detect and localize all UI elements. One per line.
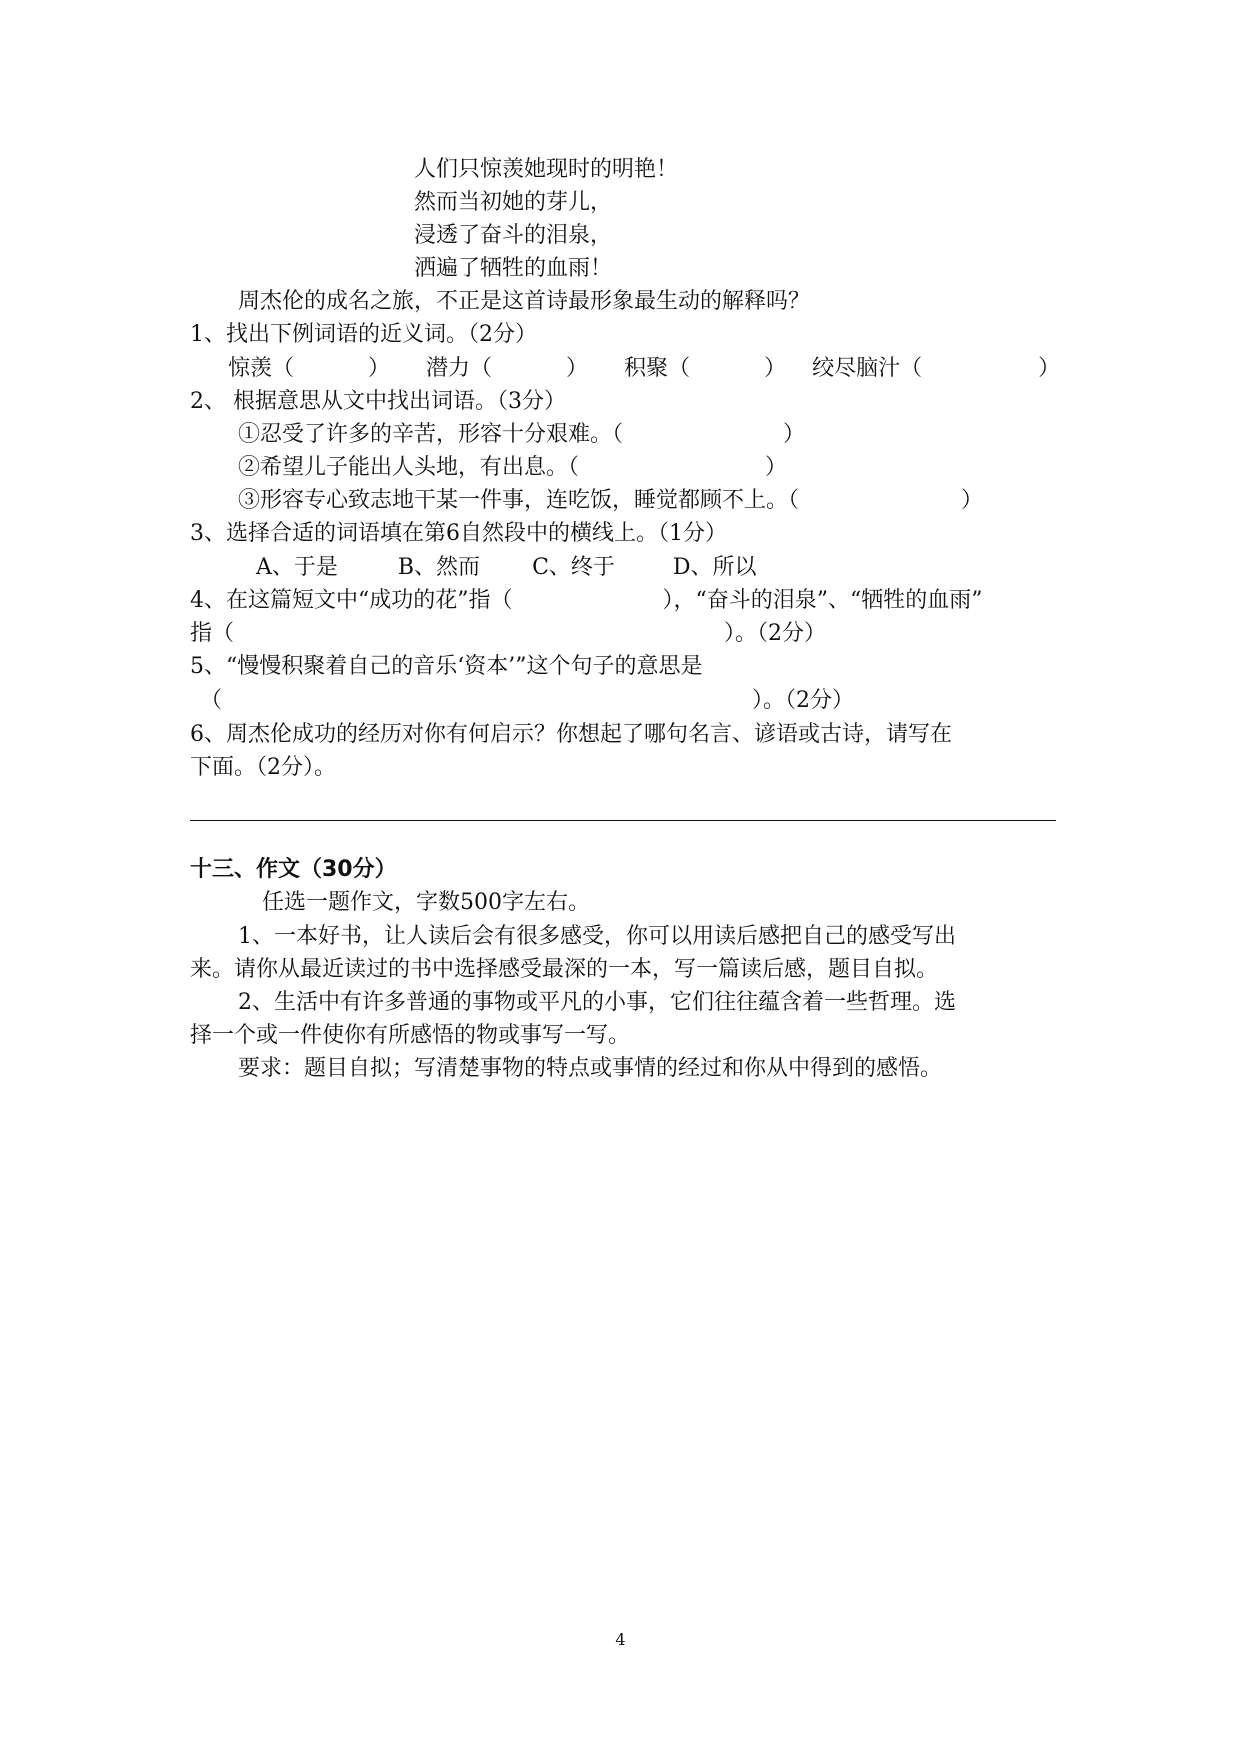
question-3-options — [256, 553, 757, 583]
question-2-stem: 2、 根据意思从文中找出词语。（3分） — [190, 389, 566, 414]
question-6-line-2: 下面。（2分）。 — [190, 755, 336, 780]
word-4-close: ） — [1038, 356, 1061, 381]
option-b: B、然而 — [397, 555, 481, 580]
poem-line-4: 洒遍了牺牲的血雨！ — [414, 256, 613, 281]
question-3-stem: 3、选择合适的词语填在第6自然段中的横线上。（1分） — [190, 521, 727, 546]
question-1-stem: 1、找出下例词语的近义词。（2分） — [190, 322, 537, 347]
question-6-line-1: 6、周杰伦成功的经历对你有何启示？你想起了哪句名言、谚语或古诗，请写在 — [190, 722, 952, 747]
question-4-line-1: 4、在这篇短文中“成功的花”指（ ），“奋斗的泪泉”、“牺牲的血雨” — [190, 588, 983, 613]
word-2-close: ） — [566, 356, 589, 381]
option-a: A、于是 — [256, 555, 338, 580]
answer-line — [190, 820, 1056, 821]
question-2-item-1: ①忍受了许多的辛苦，形容十分艰难。（ ） — [238, 422, 806, 447]
word-2: 潜力（ — [426, 356, 493, 381]
question-5-line-2: （ ）。（2分） — [200, 688, 855, 713]
word-3-close: ） — [764, 356, 787, 381]
question-2-item-2: ②希望儿子能出人头地，有出息。（ ） — [238, 455, 788, 480]
closing-line: 周杰伦的成名之旅，不正是这首诗最形象最生动的解释吗？ — [238, 289, 811, 314]
topic-1-line-2: 来。请你从最近读过的书中选择感受最深的一本，写一篇读后感，题目自拟。 — [190, 957, 939, 982]
word-1-close: ） — [368, 356, 391, 381]
section-13-title: 十三、作文（30分） — [190, 857, 397, 882]
question-4-line-2: 指（ ）。（2分） — [190, 621, 827, 646]
topic-2-line-2: 择一个或一件使你有所感悟的物或事写一写。 — [190, 1023, 631, 1048]
option-d: D、所以 — [672, 555, 757, 580]
word-3: 积聚（ — [624, 356, 691, 381]
option-c: C、终于 — [532, 555, 615, 580]
requirement: 要求：题目自拟；写清楚事物的特点或事情的经过和你从中得到的感悟。 — [238, 1056, 943, 1081]
word-4: 绞尽脑汁（ — [812, 356, 923, 381]
topic-2-line-1: 2、生活中有许多普通的事物或平凡的小事，它们往往蕴含着一些哲理。选 — [238, 990, 956, 1015]
poem-line-2: 然而当初她的芽儿， — [414, 190, 613, 215]
topic-1-line-1: 1、一本好书，让人读后会有很多感受，你可以用读后感把自己的感受写出 — [238, 924, 956, 949]
word-1: 惊羡（ — [228, 356, 295, 381]
poem-line-1: 人们只惊羡她现时的明艳！ — [414, 157, 679, 182]
question-5-line-1: 5、“慢慢积聚着自己的音乐‘资本’”这个句子的意思是 — [190, 654, 703, 679]
section-13-intro: 任选一题作文，字数500字左右。 — [262, 890, 590, 915]
question-1-words — [228, 354, 1060, 384]
poem-line-3: 浸透了奋斗的泪泉， — [414, 223, 613, 248]
question-2-item-3: ③形容专心致志地干某一件事，连吃饭，睡觉都顾不上。（ ） — [238, 488, 984, 513]
page-number: 4 — [615, 1630, 626, 1649]
